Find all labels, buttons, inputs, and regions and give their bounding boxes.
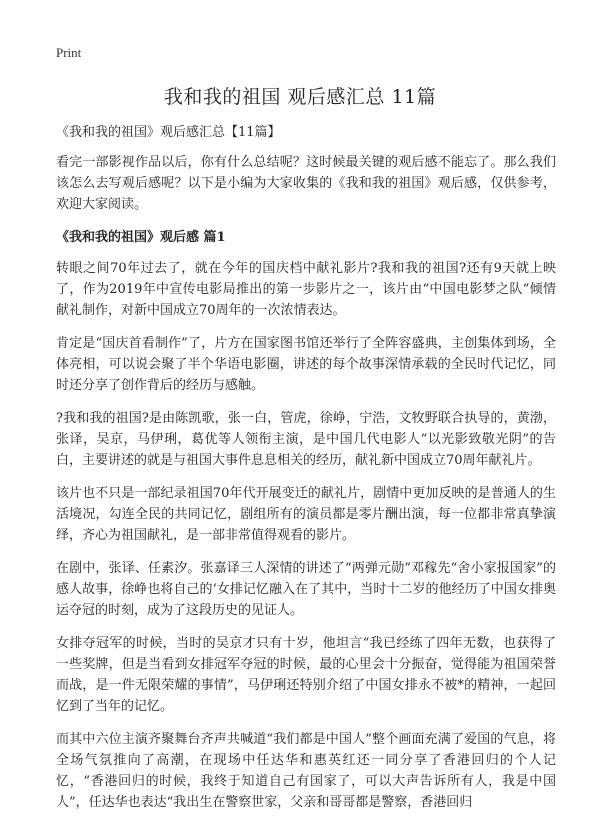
intro-paragraph: 看完一部影视作品以后，你有什么总结呢？这时候最关键的观后感不能忘了。那么我们该怎么去写观后感呢？以下是小编为大家收集的《我和我的祖国》观后感，仅供参考，欢迎大家阅读。 (56, 155, 556, 212)
print-link[interactable]: Print (56, 45, 82, 60)
body-paragraph: 转眼之间70年过去了，就在今年的国庆档中献礼影片?我和我的祖国?还有9天就上映了，作为2019年中宣传电影局推出的第一步影片之一，该片由“中国电影梦之队”倾情献礼制作，对新中国成立70周年的一次浓情表达。 (56, 261, 556, 318)
body-paragraph: 女排夺冠军的时候，当时的吴京才只有十岁，他坦言“我已经练了四年无数，也获得了一些奖牌，但是当看到女排冠军夺冠的时候，最的心里会十分振奋，觉得能为祖国荣誉而战，是一件无限荣耀的事情”，马伊琍还特别介绍了中国女排永不被*的精神，一起回忆到了当年的记忆。 (56, 636, 556, 714)
body-paragraph: 该片也不只是一部纪录祖国70年代开展变迁的献礼片，剧情中更加反映的是普通人的生活境况，勾连全民的共同记忆，剧组所有的演员都是零片酬出演，每一位都非常真挚演绎，齐心为祖国献礼，是一部非常值得观看的影片。 (56, 486, 556, 543)
body-paragraph: ?我和我的祖国?是由陈凯歌，张一白，管虎，徐峥，宁浩，文牧野联合执导的，黄渤，张译，吴京，马伊琍，葛优等人领衔主演，是中国几代电影人“以光影致敬光阴”的告白，主要讲述的就是与祖国大事件息息相关的经历，献礼新中国成立70周年献礼片。 (56, 411, 556, 468)
document-title: 我和我的祖国 观后感汇总 11篇 (163, 86, 437, 108)
document-subtitle: 《我和我的祖国》观后感汇总【11篇】 (56, 125, 281, 140)
body-paragraph: 而其中六位主演齐聚舞台齐声共喊道“我们都是中国人”整个画面充满了爱国的气息，将全场气氛推向了高潮，在现场中任达华和惠英红还一同分享了香港回归的个人记忆，“香港回归的时候，我终于知道自己有国家了，可以大声告诉所有人，我是中国人”，任达华也表达“我出生在警察世家，父亲和哥哥都是警察，香港回归 (56, 732, 556, 810)
body-paragraph: 在剧中，张译、任素汐。张嘉译三人深情的讲述了“两弹元勋”邓稼先“舍小家报国家”的感人故事，徐峥也将自己的‘女排记忆融入在了其中，当时十二岁的他经历了中国女排奥运夺冠的时刻，成为了这段历史的见证人。 (56, 561, 556, 618)
body-paragraph: 肯定是“国庆首看制作”了，片方在国家图书馆还举行了全阵容盛典，主创集体到场，全体亮相，可以说会聚了半个华语电影圈，讲述的每个故事深情承载的全民时代记忆，同时还分享了创作背后的经历与感触。 (56, 336, 556, 393)
document-body (56, 122, 556, 825)
section-heading: 《我和我的祖国》观后感 篇1 (56, 230, 226, 245)
